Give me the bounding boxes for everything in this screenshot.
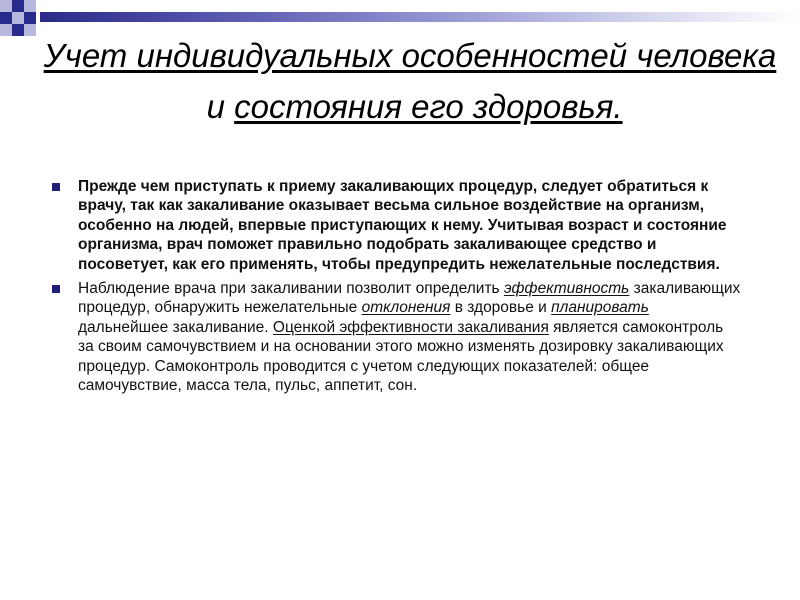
title-part-underlined: Учет индивидуальных особенностей человека bbox=[43, 37, 777, 74]
term-evaluation: Оценкой эффективности закаливания bbox=[272, 318, 549, 336]
decor-square-icon bbox=[12, 12, 24, 24]
title-part-underlined: состояния его здоровья. bbox=[234, 88, 623, 125]
header-gradient-bar bbox=[40, 12, 800, 22]
bullet-text: дальнейшее закаливание. bbox=[78, 318, 273, 336]
title-conjunction: и bbox=[197, 88, 235, 125]
decor-square-icon bbox=[0, 0, 12, 12]
bullet-list bbox=[52, 177, 742, 395]
square-bullet-icon bbox=[52, 183, 60, 191]
decor-square-icon bbox=[24, 12, 36, 24]
slide-title bbox=[40, 30, 780, 132]
term-plan: планировать bbox=[551, 299, 649, 317]
decor-square-icon bbox=[24, 0, 36, 12]
bullet-text: в здоровье и bbox=[450, 299, 552, 317]
bullet-text: Наблюдение врача при закаливании позволит определить bbox=[78, 280, 504, 298]
decor-square-icon bbox=[12, 0, 24, 12]
bullet-text: закаливающих процедур, обнаружить нежелательные bbox=[78, 280, 741, 317]
decor-square-icon bbox=[0, 24, 12, 36]
decor-square-icon bbox=[0, 12, 12, 24]
decor-square-icon bbox=[24, 24, 36, 36]
header-decoration bbox=[0, 0, 800, 34]
decor-square-icon bbox=[12, 24, 24, 36]
list-item bbox=[52, 177, 742, 274]
bullet-text: является самоконтроль за своим самочувствием и на основании этого можно изменять дозировку закаливающих процедур. Самоконтроль проводится с учетом следующих показателей: общее самочувствие, масса тела, пульс, аппетит, сон. bbox=[78, 318, 724, 395]
bullet-text-bold: Прежде чем приступать к приему закаливающих процедур, следует обратиться к врачу, так как закаливание оказывает весьма сильное воздействие на организм, особенно на людей, впервые приступающих к нему. Учитывая возраст и состояние организма, врач поможет правильно подобрать закаливающее средство и посоветует, как его применять, чтобы предупредить нежелательные последствия. bbox=[78, 178, 727, 273]
term-deviations: отклонения bbox=[361, 299, 451, 317]
term-effectiveness: эффективность bbox=[503, 280, 630, 298]
list-item bbox=[52, 279, 742, 395]
square-bullet-icon bbox=[52, 285, 60, 293]
